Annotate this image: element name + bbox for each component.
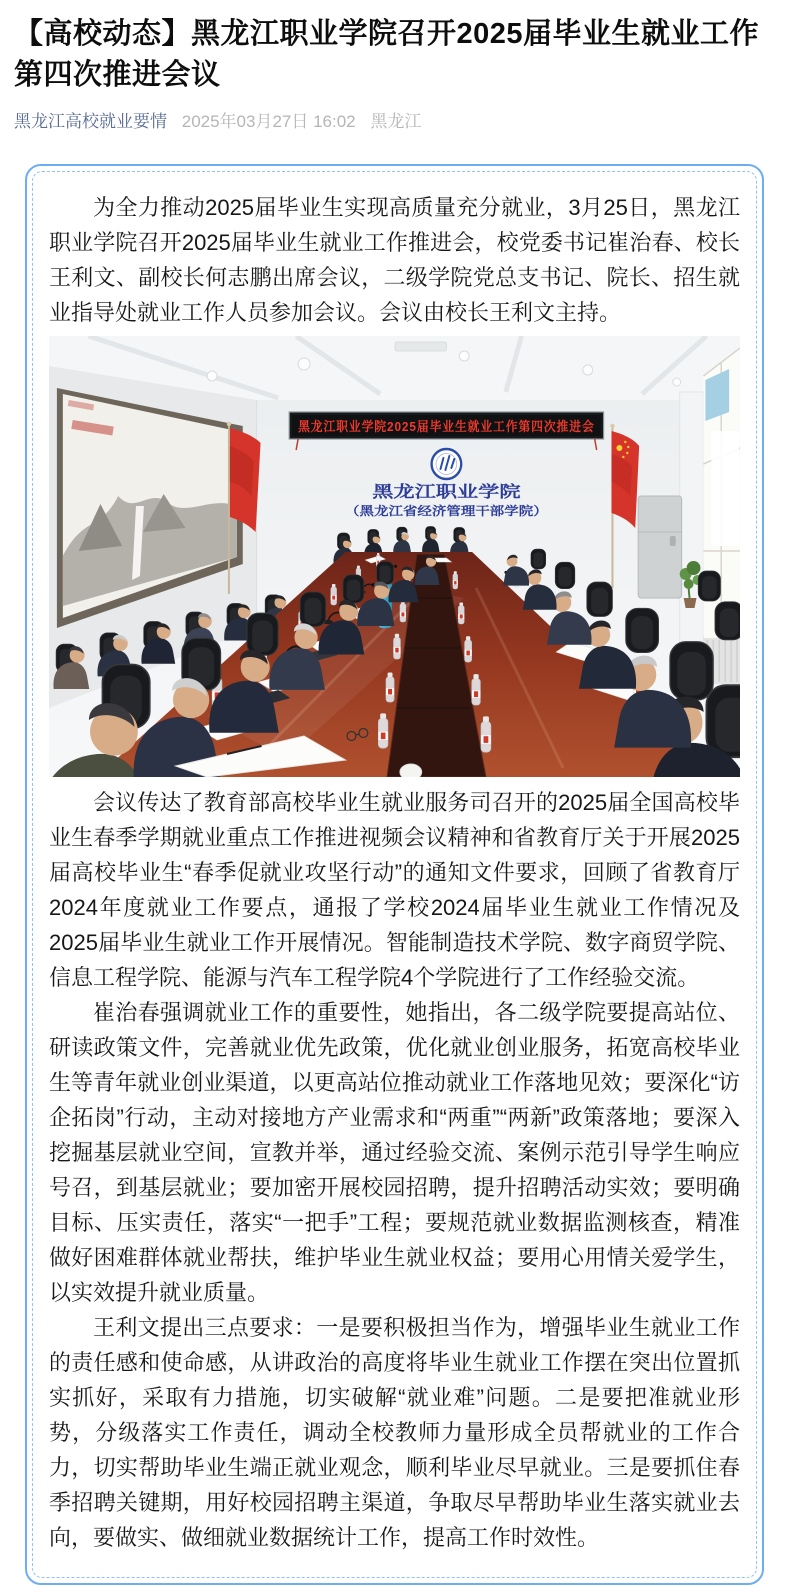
school-logo <box>432 449 462 479</box>
paragraph-1: 为全力推动2025届毕业生实现高质量充分就业，3月25日，黑龙江职业学院召开2025届毕业生就业工作推进会，校党委书记崔治春、校长王利文、副校长何志鹏出席会议，二级学院党总支书记、院长、招生就业指导处就业工作人员参加会议。会议由校长王利文主持。 <box>49 195 740 326</box>
paragraph-3: 崔治春强调就业工作的重要性，她指出，各二级学院要提高站位、研读政策文件，完善就业优先政策，优化就业创业服务，拓宽高校毕业生等青年就业创业渠道，以更高站位推动就业工作落地见效；要深化“访企拓岗”行动，主动对接地方产业需求和“两重”“两新”政策落地；要深入挖掘基层就业空间，宣教并举，通过经验交流、案例示范引导学生响应号召，到基层就业；要加密开展校园招聘，提升招聘活动实效；要明确目标、压实责任，落实“一把手”工程；要规范就业数据监测核查，精准做好困难群体就业帮扶，维护毕业生就业权益；要用心用情关爱学生，以实效提升就业质量。 <box>49 1000 740 1306</box>
meeting-photo[interactable] <box>49 336 740 777</box>
content-card-inner <box>32 171 757 1578</box>
content-card <box>25 164 764 1585</box>
cabinet <box>638 496 681 598</box>
ceiling-vent <box>395 342 446 351</box>
wall-subtitle-text: （黑龙江省经济管理干部学院） <box>345 504 548 519</box>
paragraph-2: 会议传达了教育部高校毕业生就业服务司召开的2025届全国高校毕业生春季学期就业重点工作推进视频会议精神和省教育厅关于开展2025届高校毕业生“春季促就业攻坚行动”的通知文件要求，回顾了省教育厅2024年度就业工作要点，通报了学校2024届毕业生就业工作情况及2025届毕业生就业工作开展情况。智能制造技术学院、数字商贸学院、信息工程学院、能源与汽车工程学院4个学院进行了工作经验交流。 <box>49 790 740 991</box>
paragraph-4: 王利文提出三点要求：一是要积极担当作为，增强毕业生就业工作的责任感和使命感，从讲政治的高度将毕业生就业工作摆在突出位置抓实抓好，采取有力措施，切实破解“就业难”问题。二是要把准就业形势，分级落实工作责任，调动全校教师力量形成全员帮就业的工作合力，切实帮助毕业生端正就业观念，顺利毕业尽早就业。三是要抓住春季招聘关键期，用好校园招聘主渠道，争取尽早帮助毕业生落实就业去向，要做实、做细就业数据统计工作，提高工作时效性。 <box>49 1315 740 1551</box>
article-header <box>0 0 787 134</box>
publish-region: 黑龙江 <box>370 112 422 132</box>
article-meta <box>14 110 771 134</box>
meeting-photo-svg[interactable] <box>49 336 740 777</box>
led-banner-text: 黑龙江职业学院2025届毕业生就业工作第四次推进会 <box>298 419 595 435</box>
article-title: 【高校动态】黑龙江职业学院召开2025届毕业生就业工作第四次推进会议 <box>14 18 760 91</box>
wall-title-text: 黑龙江职业学院 <box>372 482 521 502</box>
publish-date: 2025年03月27日 16:02 <box>181 112 356 132</box>
author-link[interactable]: 黑龙江高校就业要情 <box>14 112 167 132</box>
